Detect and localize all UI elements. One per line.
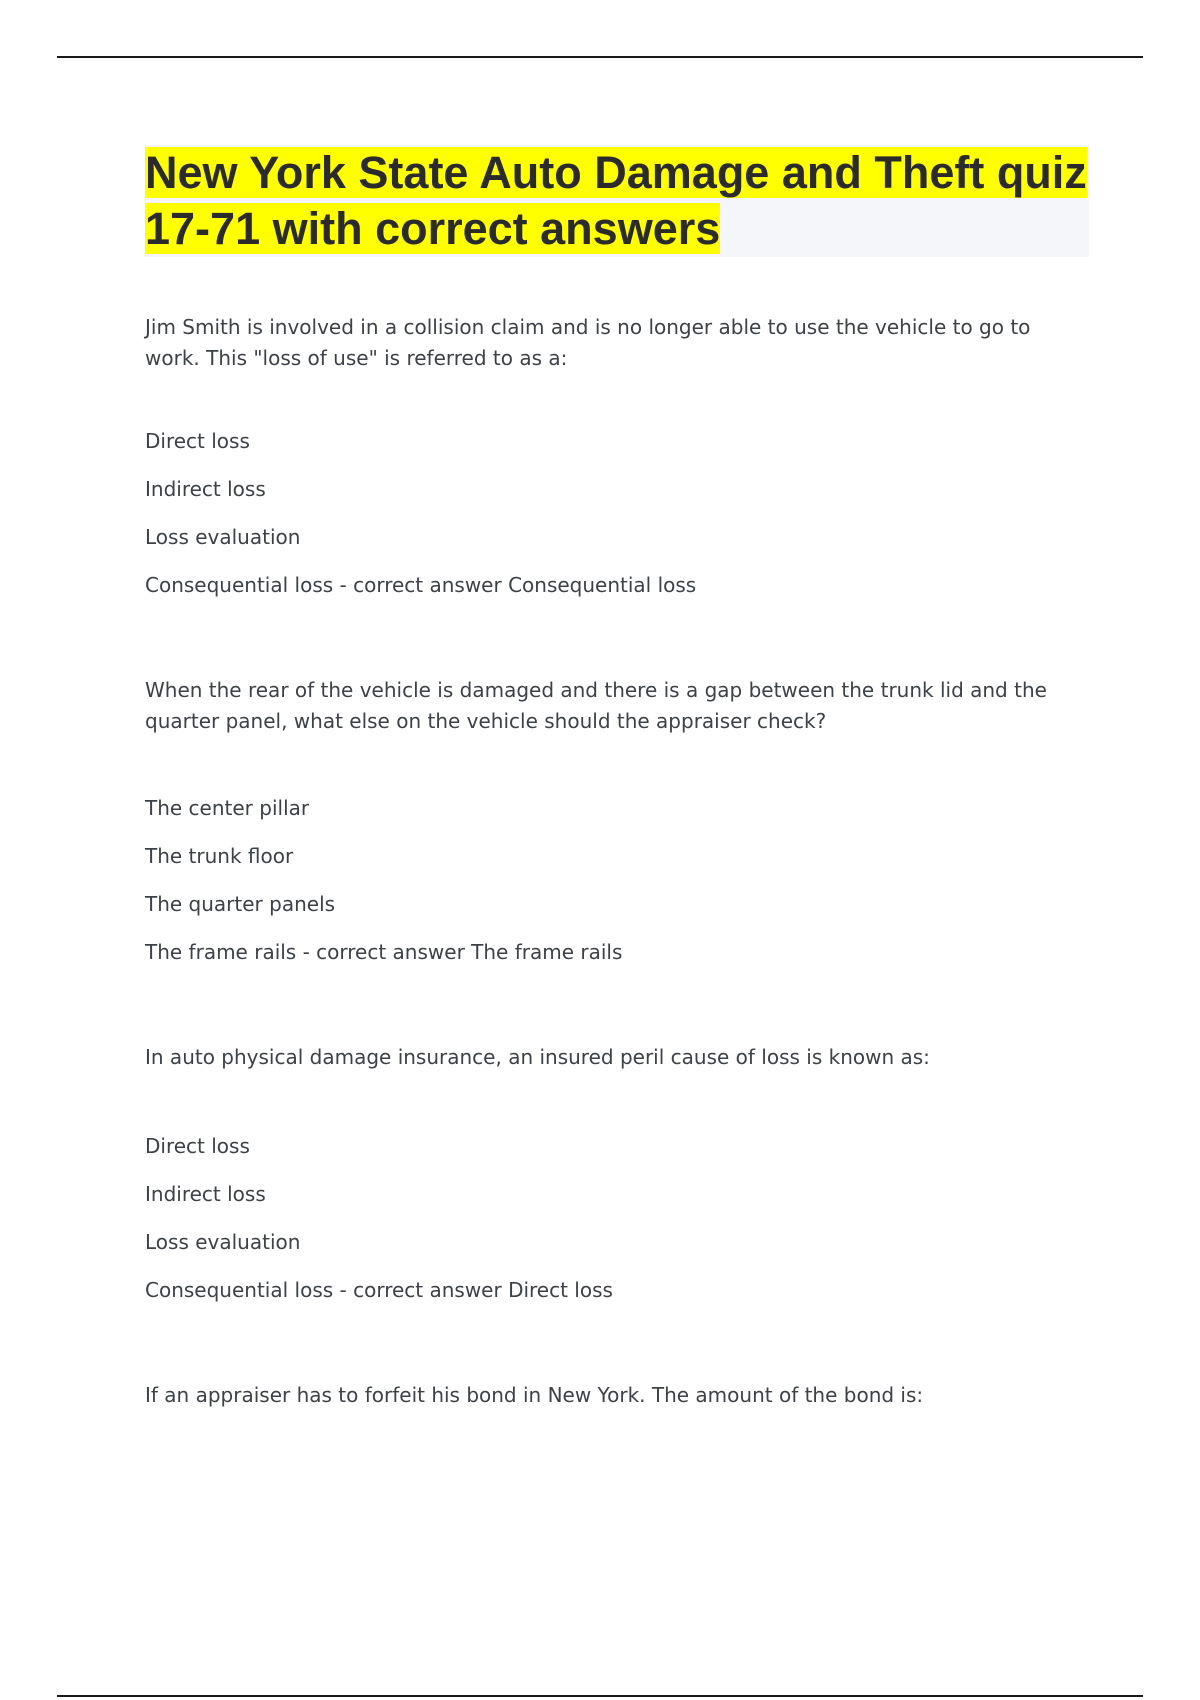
options-list bbox=[145, 427, 1085, 619]
question-text: In auto physical damage insurance, an insured peril cause of loss is known as: bbox=[145, 1045, 930, 1069]
question-text: Jim Smith is involved in a collision claim and is no longer able to use the vehicle to go to work. This "loss of use" is referred to as a: bbox=[145, 315, 1031, 370]
title-highlight: New York State Auto Damage and Theft quiz 17-71 with correct answers bbox=[145, 147, 1087, 254]
bottom-rule bbox=[57, 1695, 1143, 1697]
option-item: The center pillar bbox=[145, 796, 310, 820]
question-block bbox=[145, 1042, 1085, 1073]
document-title bbox=[145, 145, 1089, 257]
option-item: The trunk floor bbox=[145, 844, 294, 868]
top-rule bbox=[57, 56, 1143, 58]
option-item: Indirect loss bbox=[145, 477, 266, 501]
question-block bbox=[145, 1380, 1085, 1411]
option-item: Consequential loss - correct answer Consequential loss bbox=[145, 573, 697, 597]
option-item: Direct loss bbox=[145, 1134, 250, 1158]
option-item: Direct loss bbox=[145, 429, 250, 453]
option-item: Indirect loss bbox=[145, 1182, 266, 1206]
question-block bbox=[145, 675, 1085, 737]
options-list bbox=[145, 1132, 1085, 1324]
options-list bbox=[145, 794, 1085, 986]
option-item: Loss evaluation bbox=[145, 1230, 301, 1254]
option-item: Consequential loss - correct answer Direct loss bbox=[145, 1278, 613, 1302]
option-item: The frame rails - correct answer The frame rails bbox=[145, 940, 623, 964]
question-text: When the rear of the vehicle is damaged and there is a gap between the trunk lid and the quarter panel, what else on the vehicle should the appraiser check? bbox=[145, 678, 1047, 733]
question-block bbox=[145, 306, 1085, 374]
question-text: If an appraiser has to forfeit his bond in New York. The amount of the bond is: bbox=[145, 1383, 924, 1407]
option-item: Loss evaluation bbox=[145, 525, 301, 549]
option-item: The quarter panels bbox=[145, 892, 336, 916]
title-box bbox=[145, 145, 1089, 257]
